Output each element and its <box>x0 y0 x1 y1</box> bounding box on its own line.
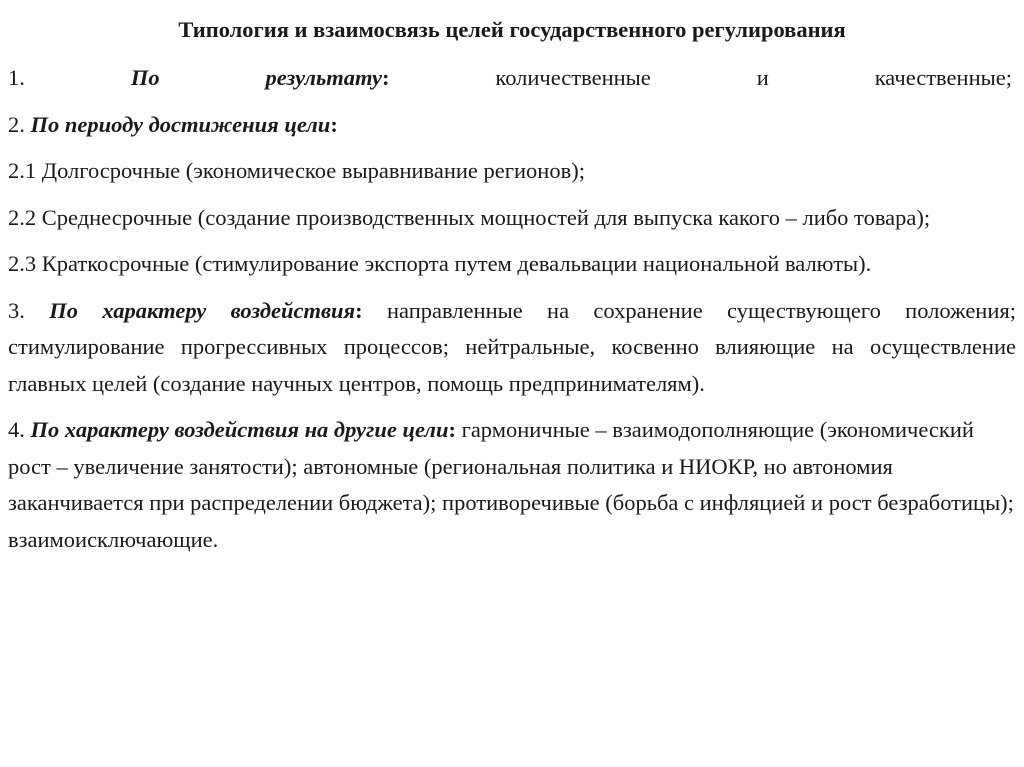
item-1-label-group <box>266 60 390 97</box>
item-2-number: 2. <box>8 111 31 137</box>
item-4-text: гармоничные – взаимодополняющие (экономический рост – увеличение занятости); автономные (региональная политика и НИОКР, но автономия заканчивается при распределении бюджета); противоречивые (борьба с инфляцией и рост безработицы); взаимоисключающие. <box>8 417 1014 552</box>
item-2-3: 2.3 Краткосрочные (стимулирование экспорта путем девальвации национальной валюты). <box>8 251 872 276</box>
item-1-colon: : <box>381 65 390 90</box>
item-2-2: 2.2 Среднесрочные (создание производственных мощностей для выпуска какого – либо товара); <box>8 204 931 230</box>
item-1-word-2: и <box>756 65 769 90</box>
item-1 <box>8 60 1012 97</box>
page-title: Типология и взаимосвязь целей государственного регулирования <box>178 17 846 42</box>
item-4-colon: : <box>448 417 456 442</box>
item-3-colon: : <box>355 297 363 323</box>
document-page <box>8 14 1016 568</box>
item-2-label: По периоду достижения цели <box>30 111 331 137</box>
item-4 <box>8 412 1016 558</box>
item-3-text: направленные на сохранение существующего положения; стимулирование прогрессивных процессов; нейтральные, косвенно влияющие на осуществление главных целей (создание научных центров, помощь предпринимателям). <box>8 297 1016 396</box>
item-2-colon: : <box>330 111 338 137</box>
item-2-1: 2.1 Долгосрочные (экономическое выравнивание регионов); <box>8 158 585 183</box>
item-1-word-1: количественные <box>495 65 651 90</box>
item-3 <box>8 293 1016 403</box>
item-4-label: По характеру воздействия на другие цели <box>30 417 449 442</box>
item-1-number: 1. <box>8 65 25 90</box>
item-2 <box>8 107 1016 144</box>
item-1-label-rest: результату <box>265 65 382 90</box>
item-1-label-po: По <box>130 65 160 90</box>
item-1-word-3: качественные; <box>874 65 1012 90</box>
item-3-number: 3. <box>8 297 50 323</box>
item-3-label: По характеру воздействия <box>49 297 356 323</box>
item-4-number: 4. <box>8 417 31 442</box>
